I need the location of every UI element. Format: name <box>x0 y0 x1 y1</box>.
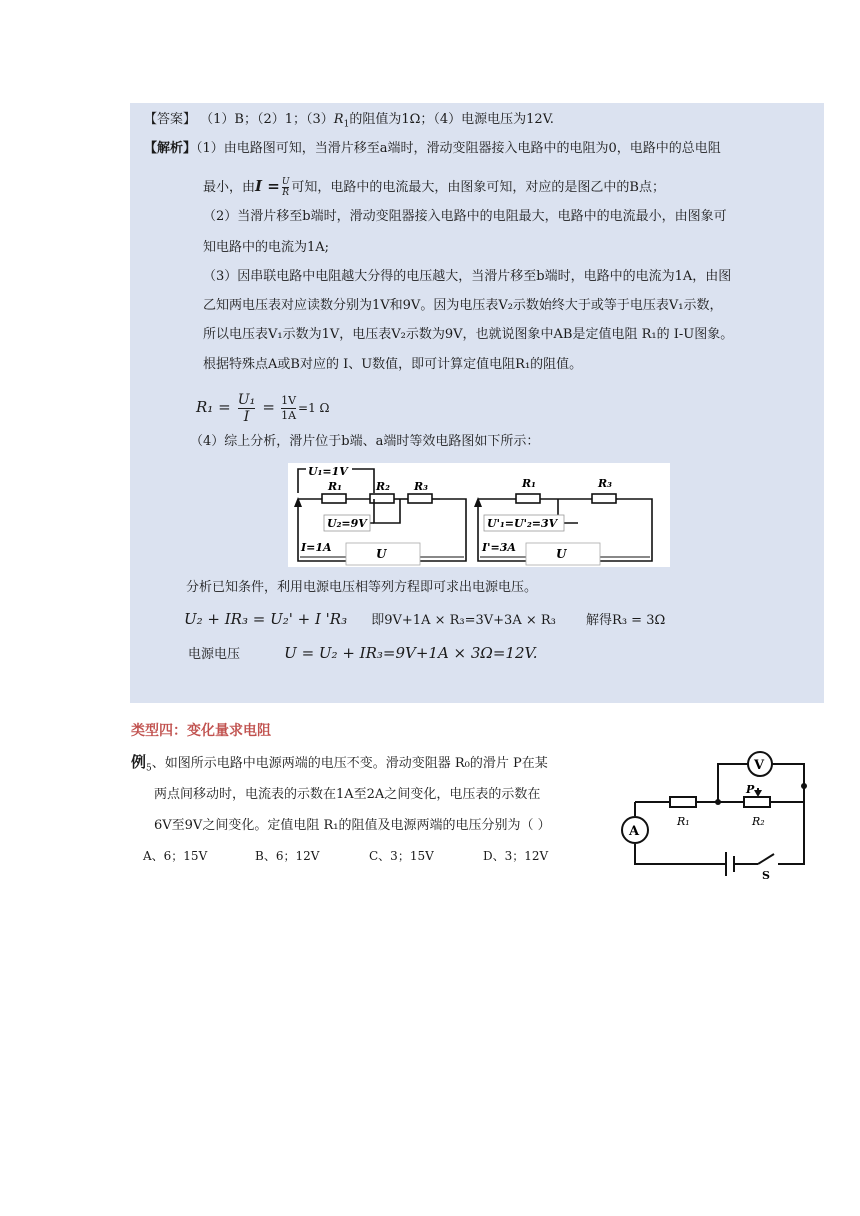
r1-lhs: R₁ = <box>196 398 231 416</box>
option-d: D、3；12V <box>483 849 549 863</box>
r1-frac2 <box>281 394 296 423</box>
analysis-p3-line2: 乙知两电压表对应读数分别为1V和9V。因为电压表V₂示数始终大于或等于电压表V₁示数， <box>203 298 723 313</box>
example-line-1 <box>131 752 548 779</box>
left-u1-label: U₁=1V <box>308 465 348 478</box>
answer-r-symbol: R <box>333 112 344 127</box>
ammeter-label: A <box>629 824 640 839</box>
formula-i: I = <box>255 177 280 195</box>
answer-label: 【答案】 <box>144 112 197 127</box>
analysis-line-2 <box>203 176 665 198</box>
answer-r-sub: 1 <box>343 119 350 130</box>
r1-frac2-den: 1A <box>281 409 297 422</box>
example-label: 例 <box>131 753 147 771</box>
analysis-label: 【解析】 <box>144 141 197 156</box>
slider-p-label: P <box>746 783 755 796</box>
r1-frac1-num: U₁ <box>237 392 256 408</box>
left-r3-label: R₃ <box>414 480 428 493</box>
answer-line <box>144 110 554 135</box>
right-u-label: U <box>556 547 567 561</box>
analysis-p3-line4: 根据特殊点A或B对应的 I、U数值，即可计算定值电阻R₁的阻值。 <box>203 357 583 372</box>
junction-dot <box>801 783 807 789</box>
formula-fraction <box>282 177 290 198</box>
analysis-p3-line1: （3）因串联电路中电阻越大分得的电压越大，当滑片移至b端时，电路中的电流为1A，由图 <box>203 269 732 284</box>
example-number: 5 <box>146 763 152 774</box>
analysis-p3-line3: 所以电压表V₁示数为1V，电压表V₂示数为9V，也就说图象中AB是定值电阻 R₁的 I-U图象。 <box>203 327 734 342</box>
equivalent-circuits-svg <box>288 463 670 567</box>
supply-label: 电源电压 <box>188 647 241 662</box>
option-c: C、3；15V <box>369 849 434 863</box>
voltmeter-label: V <box>754 758 765 773</box>
r1-label: R₁ <box>677 815 690 828</box>
left-r2-label: R₂ <box>376 480 390 493</box>
example-line-2: 两点间移动时，电流表的示数在1A至2A之间变化，电压表的示数在 <box>154 787 541 802</box>
left-r1-label: R₁ <box>328 480 342 493</box>
slider-arrow-icon <box>754 790 762 797</box>
example-line1-text: 、如图所示电路中电源两端的电压不变。滑动变阻器 R₀的滑片 P在某 <box>151 756 548 771</box>
supply-eq: U = U₂ + IR₃=9V+1A × 3Ω=12V. <box>284 644 538 662</box>
example-circuit-diagram <box>618 742 810 880</box>
option-a: A、6；15V <box>143 849 208 863</box>
supply-line <box>188 643 538 665</box>
eq-lhs: U₂ + IR₃ = U₂' + I 'R₃ <box>184 610 348 628</box>
p1-line2-b: 可知，电路中的电流最大，由图象可知，对应的是图乙中的B点； <box>291 180 665 195</box>
r2-label: R₂ <box>752 815 765 828</box>
right-r3-label: R₃ <box>598 477 612 490</box>
equivalent-circuits <box>288 463 670 567</box>
analysis-p1-line1: （1）由电路图可知，当滑片移至a端时，滑动变阻器接入电路中的电阻为0，电路中的总电阻 <box>196 141 721 156</box>
r1-formula: R₁ = $\frac{\text{U₁}}{I}$ = $\frac{1V}{1A}$ =1 Ω <box>196 392 330 425</box>
r1-frac1 <box>238 392 255 425</box>
analysis-p2-line1: （2）当滑片移至b端时，滑动变阻器接入电路中的电阻最大，电路中的电流最小，由图象可 <box>203 209 727 224</box>
right-u-prime-label: U'₁=U'₂=3V <box>487 517 558 530</box>
eq-solve: 解得R₃ = 3Ω <box>586 613 666 628</box>
analysis-known: 分析已知条件，利用电源电压相等列方程即可求出电源电压。 <box>186 580 538 595</box>
right-r1-label: R₁ <box>522 477 536 490</box>
left-u2-label: U₂=9V <box>327 517 367 530</box>
analysis-p2-line2: 知电路中的电流为1A; <box>203 240 330 255</box>
option-b: B、6；12V <box>255 849 320 863</box>
r1-frac2-num: 1V <box>281 394 297 407</box>
equation-line <box>184 609 665 631</box>
example-line-3: 6V至9V之间变化。定值电阻 R₁的阻值及电源两端的电压分别为（ ） <box>154 818 551 833</box>
section-heading: 类型四：变化量求电阻 <box>131 723 271 739</box>
formula-den: R <box>282 188 290 198</box>
left-i-label: I=1A <box>301 541 332 554</box>
left-u-label: U <box>376 547 387 561</box>
right-i-prime-label: I'=3A <box>482 541 516 554</box>
r1-result: =1 Ω <box>298 401 330 415</box>
junction-dot <box>715 799 721 805</box>
analysis-p4-line1: （4）综上分析，滑片位于b端、a端时等效电路图如下所示： <box>190 434 540 449</box>
formula-num: U <box>281 177 290 187</box>
answer-text-1: （1）B；（2）1；（3） <box>200 112 334 127</box>
eq-mid: 即9V+1A × R₃=3V+3A × R₃ <box>371 613 556 628</box>
analysis-line-1 <box>144 139 721 159</box>
r1-frac1-den: I <box>243 409 250 425</box>
p1-line2-a: 最小，由 <box>203 180 256 195</box>
example-options <box>143 846 548 866</box>
answer-text-2: 的阻值为1Ω；（4）电源电压为12V. <box>349 112 554 127</box>
switch-s-label: S <box>762 869 770 880</box>
